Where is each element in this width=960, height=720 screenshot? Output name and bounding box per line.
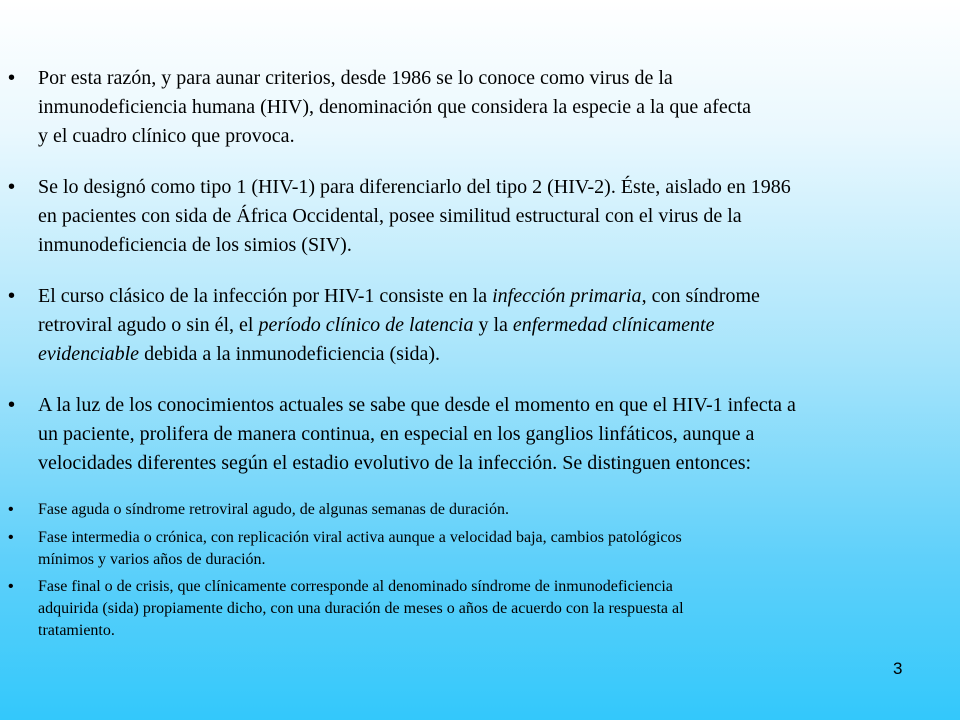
text-line: tratamiento. — [38, 622, 115, 639]
text-segment: A la luz de los conocimientos actuales se sabe que desde el momento en que el HIV-1 infecta a — [38, 394, 796, 416]
bullet-paragraph — [8, 173, 940, 260]
text-segment: y la — [473, 314, 513, 336]
text-line — [38, 282, 940, 311]
phase-item — [8, 499, 908, 521]
text-segment: un paciente, prolifera de manera continua, en especial en los ganglios linfáticos, aunque a — [38, 423, 755, 445]
italic-term: infección primaria — [492, 285, 642, 307]
text-line — [38, 420, 940, 449]
bullet-paragraph — [8, 391, 940, 478]
text-line — [38, 173, 940, 202]
phase-item — [8, 527, 908, 571]
text-segment: Se lo designó como tipo 1 (HIV-1) para diferenciarlo del tipo 2 (HIV-2). Éste, aislado en 1986 — [38, 176, 791, 198]
text-line: Fase intermedia o crónica, con replicación viral activa aunque a velocidad baja, cambios patológicos — [38, 529, 682, 546]
text-segment: retroviral agudo o sin él, el — [38, 314, 259, 336]
italic-term: enfermedad clínicamente — [512, 314, 715, 336]
text-line: mínimos y varios años de duración. — [38, 551, 266, 568]
bullet-icon: • — [8, 529, 14, 546]
bullet-icon: • — [8, 285, 16, 307]
text-line — [38, 340, 940, 369]
text-line — [38, 202, 940, 231]
text-line — [38, 449, 940, 478]
bullet-paragraph — [8, 282, 940, 369]
text-line — [38, 391, 940, 420]
text-segment: velocidades diferentes según el estadio evolutivo de la infección. Se distinguen entonces: — [38, 452, 752, 474]
text-line: adquirida (sida) propiamente dicho, con una duración de meses o años de acuerdo con la respuesta al — [38, 600, 684, 617]
text-line — [38, 93, 940, 122]
text-segment: El curso clásico de la infección por HIV-1 consiste en la — [38, 285, 493, 307]
text-segment: debida a la inmunodeficiencia (sida). — [139, 343, 441, 365]
text-line — [38, 311, 940, 340]
bullet-icon: • — [8, 67, 16, 89]
text-segment: en pacientes con sida de África Occidental, posee similitud estructural con el virus de la — [38, 205, 742, 227]
phase-item — [8, 576, 908, 642]
bullet-icon: • — [8, 578, 14, 595]
text-segment: y el cuadro clínico que provoca. — [38, 125, 295, 147]
text-line: Fase final o de crisis, que clínicamente corresponde al denominado síndrome de inmunodeficiencia — [38, 578, 673, 595]
bullet-icon: • — [8, 394, 16, 416]
text-line — [38, 122, 940, 151]
italic-term: período clínico de latencia — [258, 314, 474, 336]
text-line: Fase aguda o síndrome retroviral agudo, de algunas semanas de duración. — [38, 501, 509, 518]
text-segment: inmunodeficiencia humana (HIV), denominación que considera la especie a la que afecta — [38, 96, 752, 118]
text-line — [38, 231, 940, 260]
text-segment: Por esta razón, y para aunar criterios, desde 1986 se lo conoce como virus de la — [38, 67, 673, 89]
bullet-icon: • — [8, 501, 14, 518]
text-line — [38, 64, 940, 93]
italic-term: evidenciable — [38, 343, 140, 365]
text-segment: inmunodeficiencia de los simios (SIV). — [38, 234, 352, 256]
bullet-paragraph — [8, 64, 940, 151]
text-segment: , con síndrome — [641, 285, 760, 307]
page-number: 3 — [893, 659, 903, 678]
bullet-icon: • — [8, 176, 16, 198]
